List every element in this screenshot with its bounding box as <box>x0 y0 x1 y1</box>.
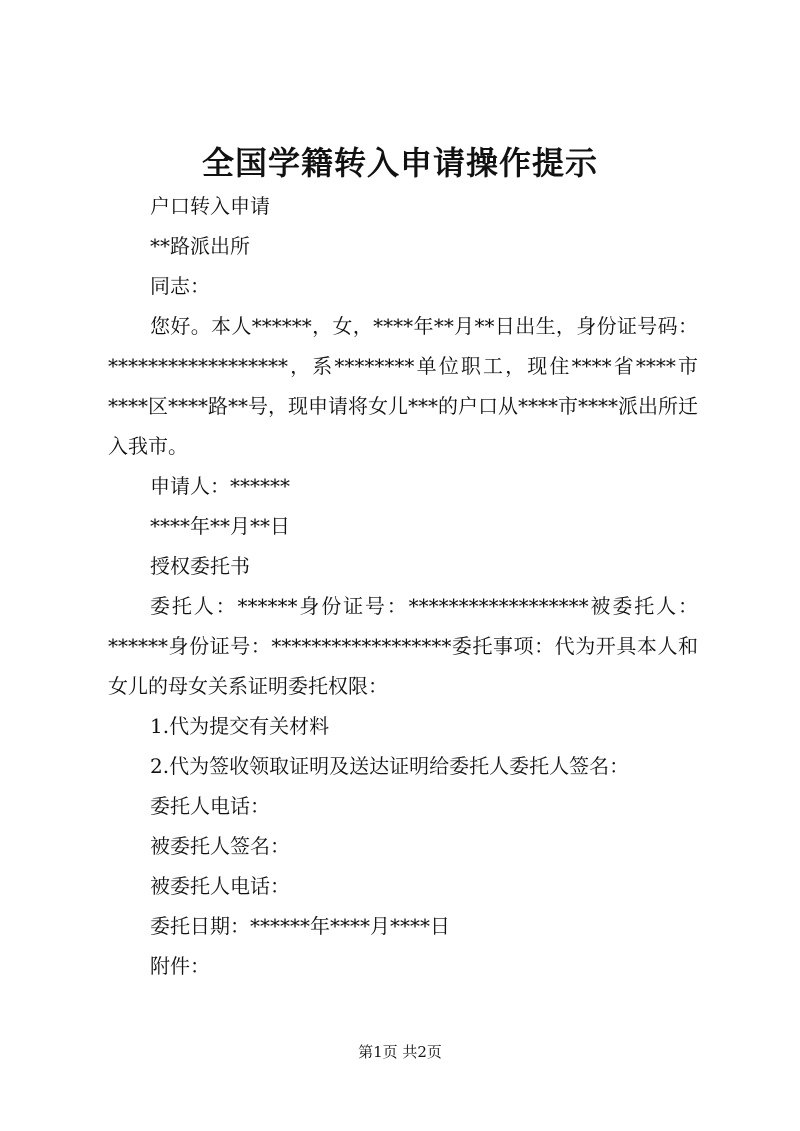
paragraph: 您好。本人******，女，****年**月**日出生，身份证号码：******************，系********单位职工，现住****省****市****区****路**号，现申请将女儿***的户口从****市****派出所迁入我市。 <box>108 314 698 458</box>
paragraph: 附件： <box>150 954 210 978</box>
paragraph: 1.代为提交有关材料 <box>150 714 330 738</box>
paragraph: 申请人：****** <box>150 474 290 498</box>
paragraph: 委托人电话： <box>150 794 270 818</box>
page-footer: 第1页 共2页 <box>358 1043 442 1061</box>
paragraph: **路派出所 <box>150 234 250 258</box>
paragraph: 委托人：******身份证号：******************被委托人：******身份证号：******************委托事项：代为开具本人和女儿的母女关系证明委托权限： <box>108 594 698 698</box>
paragraph: 被委托人签名： <box>150 834 290 858</box>
paragraph: 同志： <box>150 274 210 298</box>
paragraph: 授权委托书 <box>150 554 250 578</box>
paragraph: ****年**月**日 <box>150 514 290 538</box>
paragraph: 委托日期：******年****月****日 <box>150 914 450 938</box>
document-title: 全国学籍转入申请操作提示 <box>201 144 598 182</box>
paragraph: 户口转入申请 <box>150 194 270 218</box>
paragraph: 2.代为签收领取证明及送达证明给委托人委托人签名： <box>150 754 630 778</box>
paragraph: 被委托人电话： <box>150 874 290 898</box>
document-body <box>108 186 698 986</box>
